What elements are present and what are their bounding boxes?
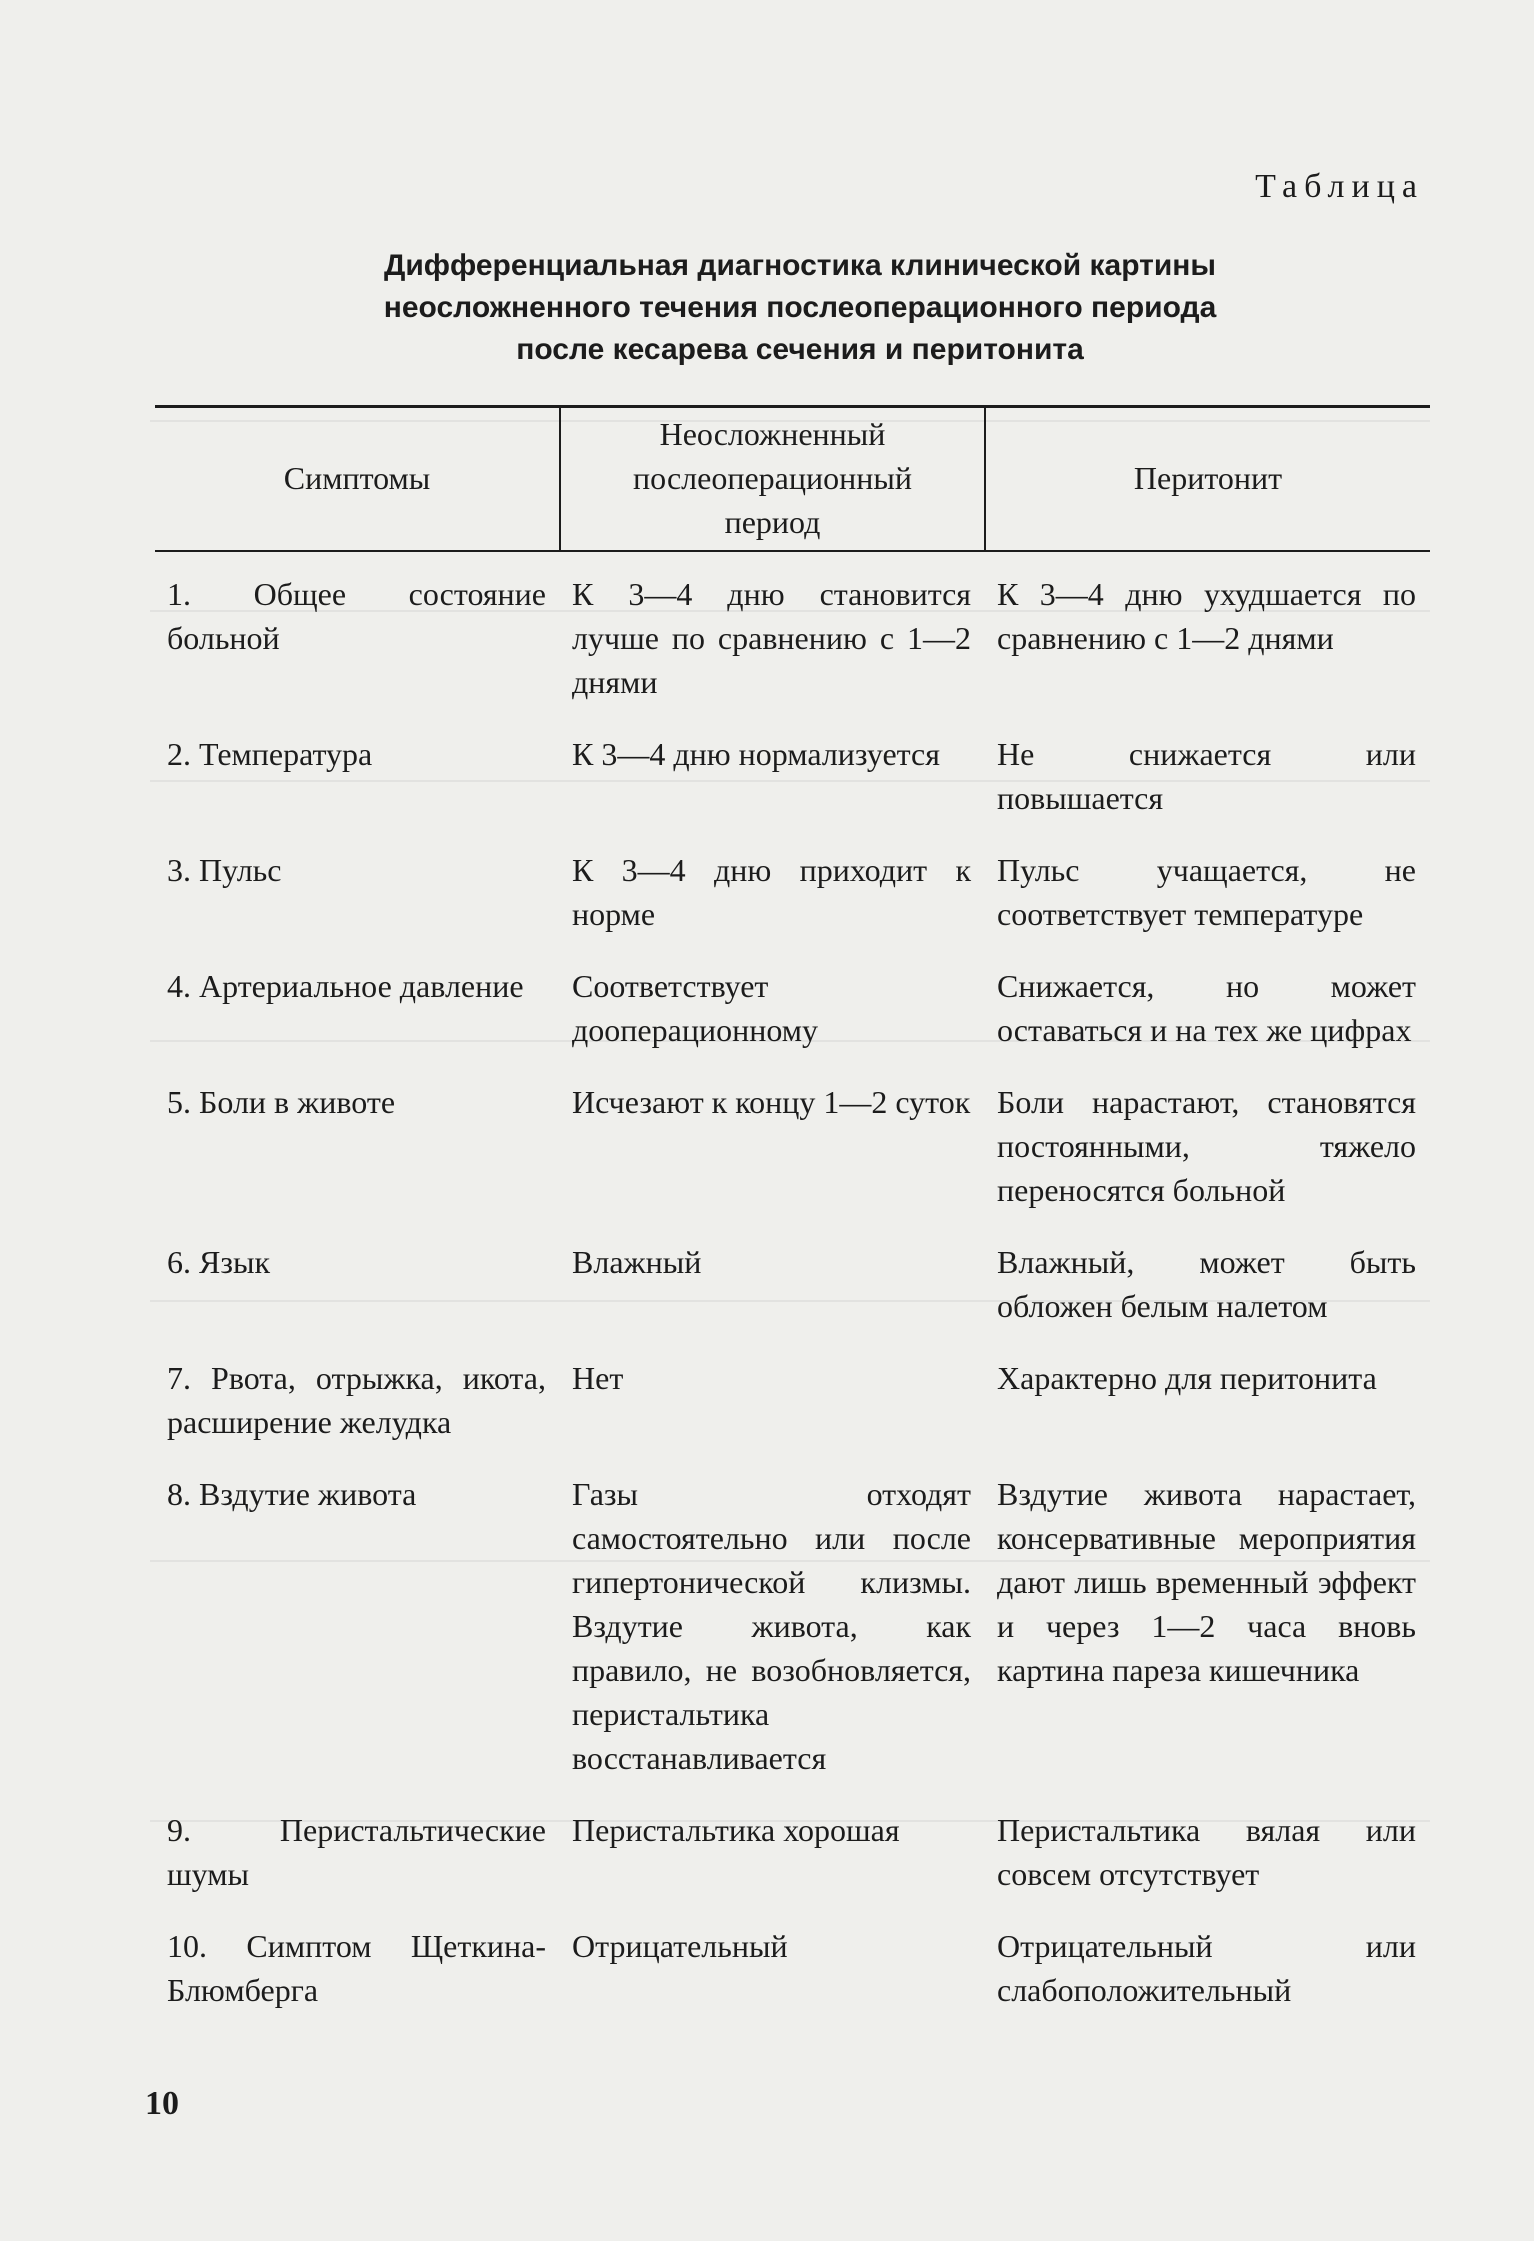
normal-period-cell: Соответствует дооперационному: [572, 968, 818, 1048]
table-heading: [250, 245, 1350, 371]
table-row: [155, 1924, 1430, 2040]
table-row: [155, 551, 1430, 732]
table-row: [155, 1080, 1430, 1240]
heading-line: после кесарева сечения и перитонита: [516, 333, 1084, 366]
symptom-cell: 4. Артериальное давление: [167, 968, 524, 1004]
normal-period-cell: Газы отходят самостоятельно или после гипертонической клизмы. Вздутие живота, как правило, не возобновляется, перистальтика восстанавливается: [572, 1476, 971, 1776]
peritonitis-cell: К 3—4 дню ухудшается по сравнению с 1—2 днями: [997, 576, 1416, 656]
symptom-cell: 1. Общее состояние больной: [167, 576, 546, 656]
table-label: Таблица: [1255, 168, 1424, 205]
normal-period-cell: К 3—4 дню приходит к норме: [572, 852, 971, 932]
column-header-symptoms: Симптомы: [283, 460, 431, 496]
page-number: 10: [145, 2085, 179, 2122]
table-header-row: [155, 407, 1430, 552]
peritonitis-cell: Отрицательный или слабоположительный: [997, 1928, 1416, 2008]
peritonitis-cell: Снижается, но может оставаться и на тех же цифрах: [997, 968, 1416, 1048]
symptom-cell: 9. Перистальтические шумы: [167, 1812, 546, 1892]
heading-line: неосложненного течения послеоперационного периода: [383, 291, 1217, 324]
normal-period-cell: Отрицательный: [572, 1928, 788, 1964]
table-row: [155, 732, 1430, 848]
symptom-cell: 5. Боли в животе: [167, 1084, 396, 1120]
symptom-cell: 7. Рвота, отрыжка, икота, расширение желудка: [167, 1360, 546, 1440]
column-header-normal-period: Неосложненный послеоперационный период: [560, 407, 985, 552]
symptom-cell: 10. Симптом Щеткина-Блюмберга: [167, 1928, 546, 2008]
symptom-cell: 3. Пульс: [167, 852, 282, 888]
normal-period-cell: К 3—4 дню нормализуется: [572, 736, 940, 772]
table-row: [155, 1356, 1430, 1472]
normal-period-cell: Исчезают к концу 1—2 суток: [572, 1084, 971, 1120]
peritonitis-cell: Боли нарастают, становятся постоянными, тяжело переносятся больной: [997, 1084, 1416, 1208]
peritonitis-cell: Не снижается или повышается: [997, 736, 1416, 816]
heading-line: Дифференциальная диагностика клинической картины: [383, 249, 1217, 282]
peritonitis-cell: Влажный, может быть обложен белым налетом: [997, 1244, 1416, 1324]
peritonitis-cell: Вздутие живота нарастает, консервативные мероприятия дают лишь временный эффект и через 1—2 часа вновь картина пареза кишечника: [997, 1476, 1416, 1688]
symptom-cell: 6. Язык: [167, 1244, 271, 1280]
column-header-peritonitis: Перитонит: [985, 407, 1430, 552]
normal-period-cell: Перистальтика хорошая: [572, 1812, 900, 1848]
peritonitis-cell: Характерно для перитонита: [997, 1360, 1377, 1396]
table-row: [155, 964, 1430, 1080]
peritonitis-cell: Пульс учащается, не соответствует температуре: [997, 852, 1416, 932]
normal-period-cell: Нет: [572, 1360, 624, 1396]
table-row: [155, 1240, 1430, 1356]
peritonitis-cell: Перистальтика вялая или совсем отсутствует: [997, 1812, 1416, 1892]
normal-period-cell: К 3—4 дню становится лучше по сравнению с 1—2 днями: [572, 576, 971, 700]
symptom-cell: 2. Температура: [167, 736, 373, 772]
normal-period-cell: Влажный: [572, 1244, 702, 1280]
symptom-cell: 8. Вздутие живота: [167, 1476, 417, 1512]
differential-diagnosis-table: [155, 405, 1430, 2040]
table-row: [155, 1808, 1430, 1924]
table-row: [155, 1472, 1430, 1808]
table-row: [155, 848, 1430, 964]
